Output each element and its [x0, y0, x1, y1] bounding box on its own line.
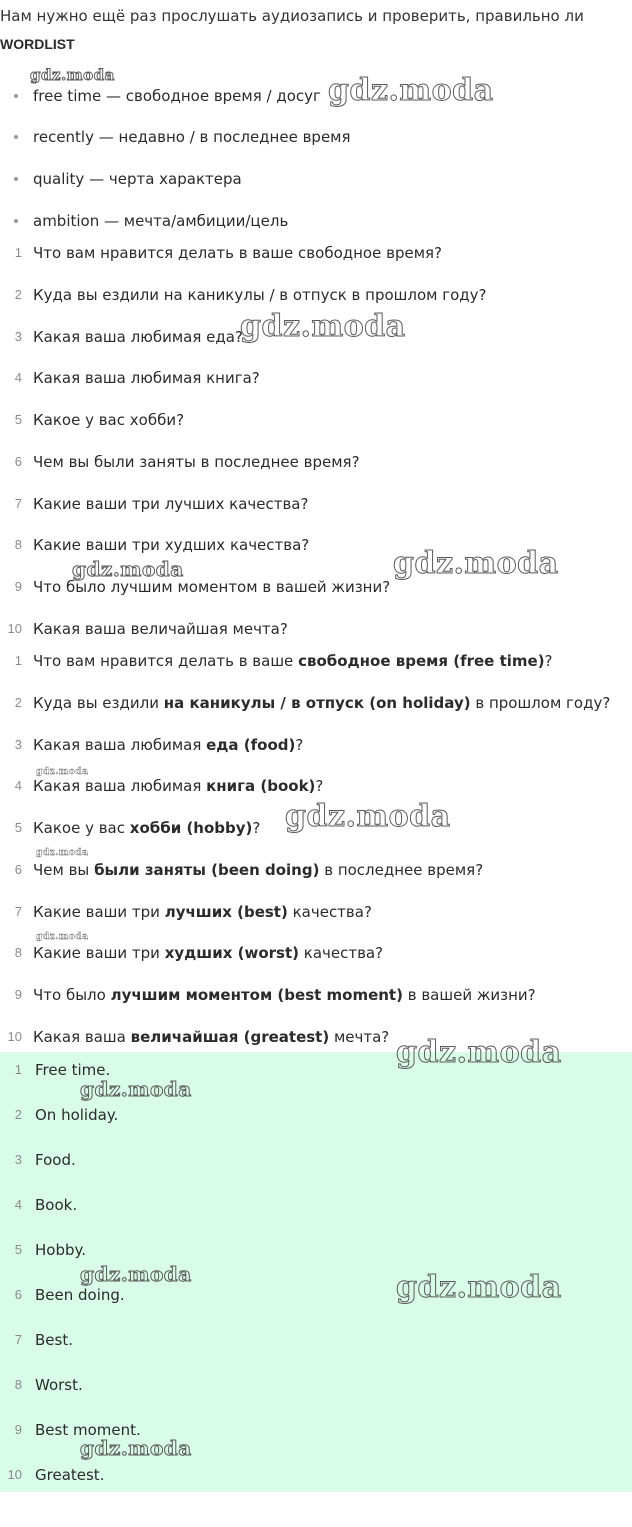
watermark: gdz.moda	[80, 1262, 192, 1286]
watermark: gdz.moda	[393, 546, 559, 581]
intro-text: Нам нужно ещё раз прослушать аудиозапись и проверить, правильно ли	[0, 7, 584, 25]
watermark: gdz.moda	[80, 1077, 192, 1101]
watermark: gdz.moda	[30, 66, 115, 84]
bullet-icon	[14, 177, 18, 181]
watermark: gdz.moda	[36, 932, 89, 942]
wordlist-heading: WORDLIST	[0, 36, 75, 52]
watermark: gdz.moda	[285, 799, 451, 834]
answers-panel: 1 Free time. 2 On holiday. 3 Food. 4 Book. 5 Hobby. 6 Been doing. 7 Best. 8 Worst. 9 Best moment. 10 Greatest.	[0, 1052, 632, 1492]
watermark: gdz.moda	[396, 1035, 562, 1070]
bullet-icon	[14, 219, 18, 223]
watermark: gdz.moda	[36, 767, 89, 777]
bullet-icon	[14, 135, 18, 139]
watermark: gdz.moda	[36, 848, 89, 858]
watermark: gdz.moda	[240, 309, 406, 344]
watermark: gdz.moda	[328, 73, 494, 108]
watermark: gdz.moda	[80, 1436, 192, 1460]
bullet-icon	[14, 94, 18, 98]
watermark: gdz.moda	[396, 1270, 562, 1305]
watermark: gdz.moda	[72, 557, 184, 581]
